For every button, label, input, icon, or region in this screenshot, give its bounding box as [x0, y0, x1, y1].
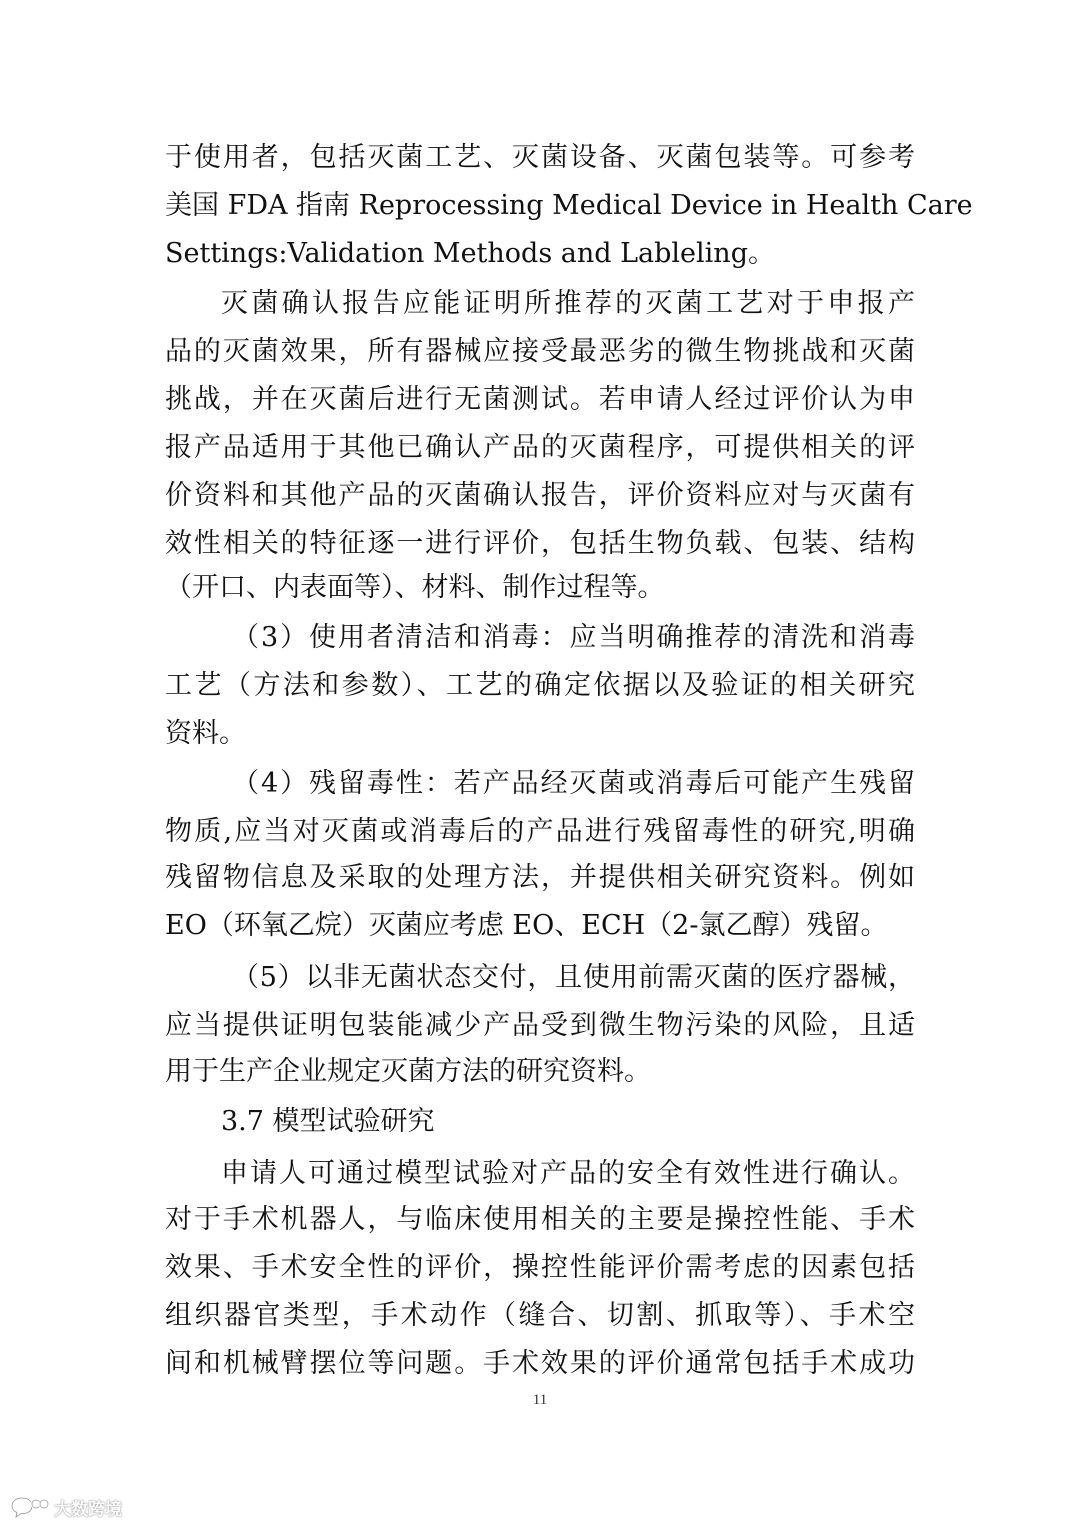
text-line: 申请人可通过模型试验对产品的安全有效性进行确认。 [221, 1158, 915, 1189]
text-line: 美国 FDA 指南 Reprocessing Medical Device in Health Care [165, 190, 973, 221]
text-line: Settings:Validation Methods and Lableling。 [165, 238, 775, 269]
watermark-text: 大数跨境 [54, 1499, 122, 1520]
text-line: 价资料和其他产品的灭菌确认报告，评价资料应对与灭菌有 [165, 480, 915, 511]
section-heading: 3.7 模型试验研究 [221, 1106, 435, 1137]
text-line: 灭菌确认报告应能证明所推荐的灭菌工艺对于申报产 [221, 288, 915, 319]
text-line: 应当提供证明包装能减少产品受到微生物污染的风险，且适 [165, 1010, 915, 1041]
text-line: （开口、内表面等）、材料、制作过程等。 [165, 572, 665, 603]
text-line: 用于生产企业规定灭菌方法的研究资料。 [165, 1056, 651, 1087]
text-line: 间和机械臂摆位等问题。手术效果的评价通常包括手术成功 [165, 1348, 915, 1379]
text-line: 效果、手术安全性的评价，操控性能评价需考虑的因素包括 [165, 1252, 915, 1283]
text-line: （4）残留毒性：若产品经灭菌或消毒后可能产生残留 [232, 768, 915, 799]
text-line: （3）使用者清洁和消毒：应当明确推荐的清洗和消毒 [232, 622, 915, 653]
text-line: 组织器官类型，手术动作（缝合、切割、抓取等）、手术空 [165, 1300, 915, 1331]
text-line: 物质,应当对灭菌或消毒后的产品进行残留毒性的研究,明确 [165, 816, 915, 847]
text-line: 于使用者，包括灭菌工艺、灭菌设备、灭菌包装等。可参考 [165, 142, 915, 173]
watermark [10, 1494, 122, 1520]
text-line: 对于手术机器人，与临床使用相关的主要是操控性能、手术 [165, 1204, 915, 1235]
text-line: （5）以非无菌状态交付，且使用前需灭菌的医疗器械， [232, 962, 915, 993]
page-number: 11 [532, 1392, 548, 1408]
text-line: 工艺（方法和参数）、工艺的确定依据以及验证的相关研究 [165, 670, 915, 701]
text-line: EO（环氧乙烷）灭菌应考虑 EO、ECH（2-氯乙醇）残留。 [165, 910, 888, 941]
text-line: 挑战，并在灭菌后进行无菌测试。若申请人经过评价认为申 [165, 384, 915, 415]
text-line: 效性相关的特征逐一进行评价，包括生物负载、包装、结构 [165, 528, 915, 559]
text-line: 品的灭菌效果，所有器械应接受最恶劣的微生物挑战和灭菌 [165, 336, 915, 367]
chat-bubble-logo-icon [10, 1495, 50, 1519]
text-line: 资料。 [165, 718, 246, 749]
text-line: 报产品适用于其他已确认产品的灭菌程序，可提供相关的评 [165, 432, 915, 463]
text-line: 残留物信息及采取的处理方法，并提供相关研究资料。例如 [165, 862, 915, 893]
